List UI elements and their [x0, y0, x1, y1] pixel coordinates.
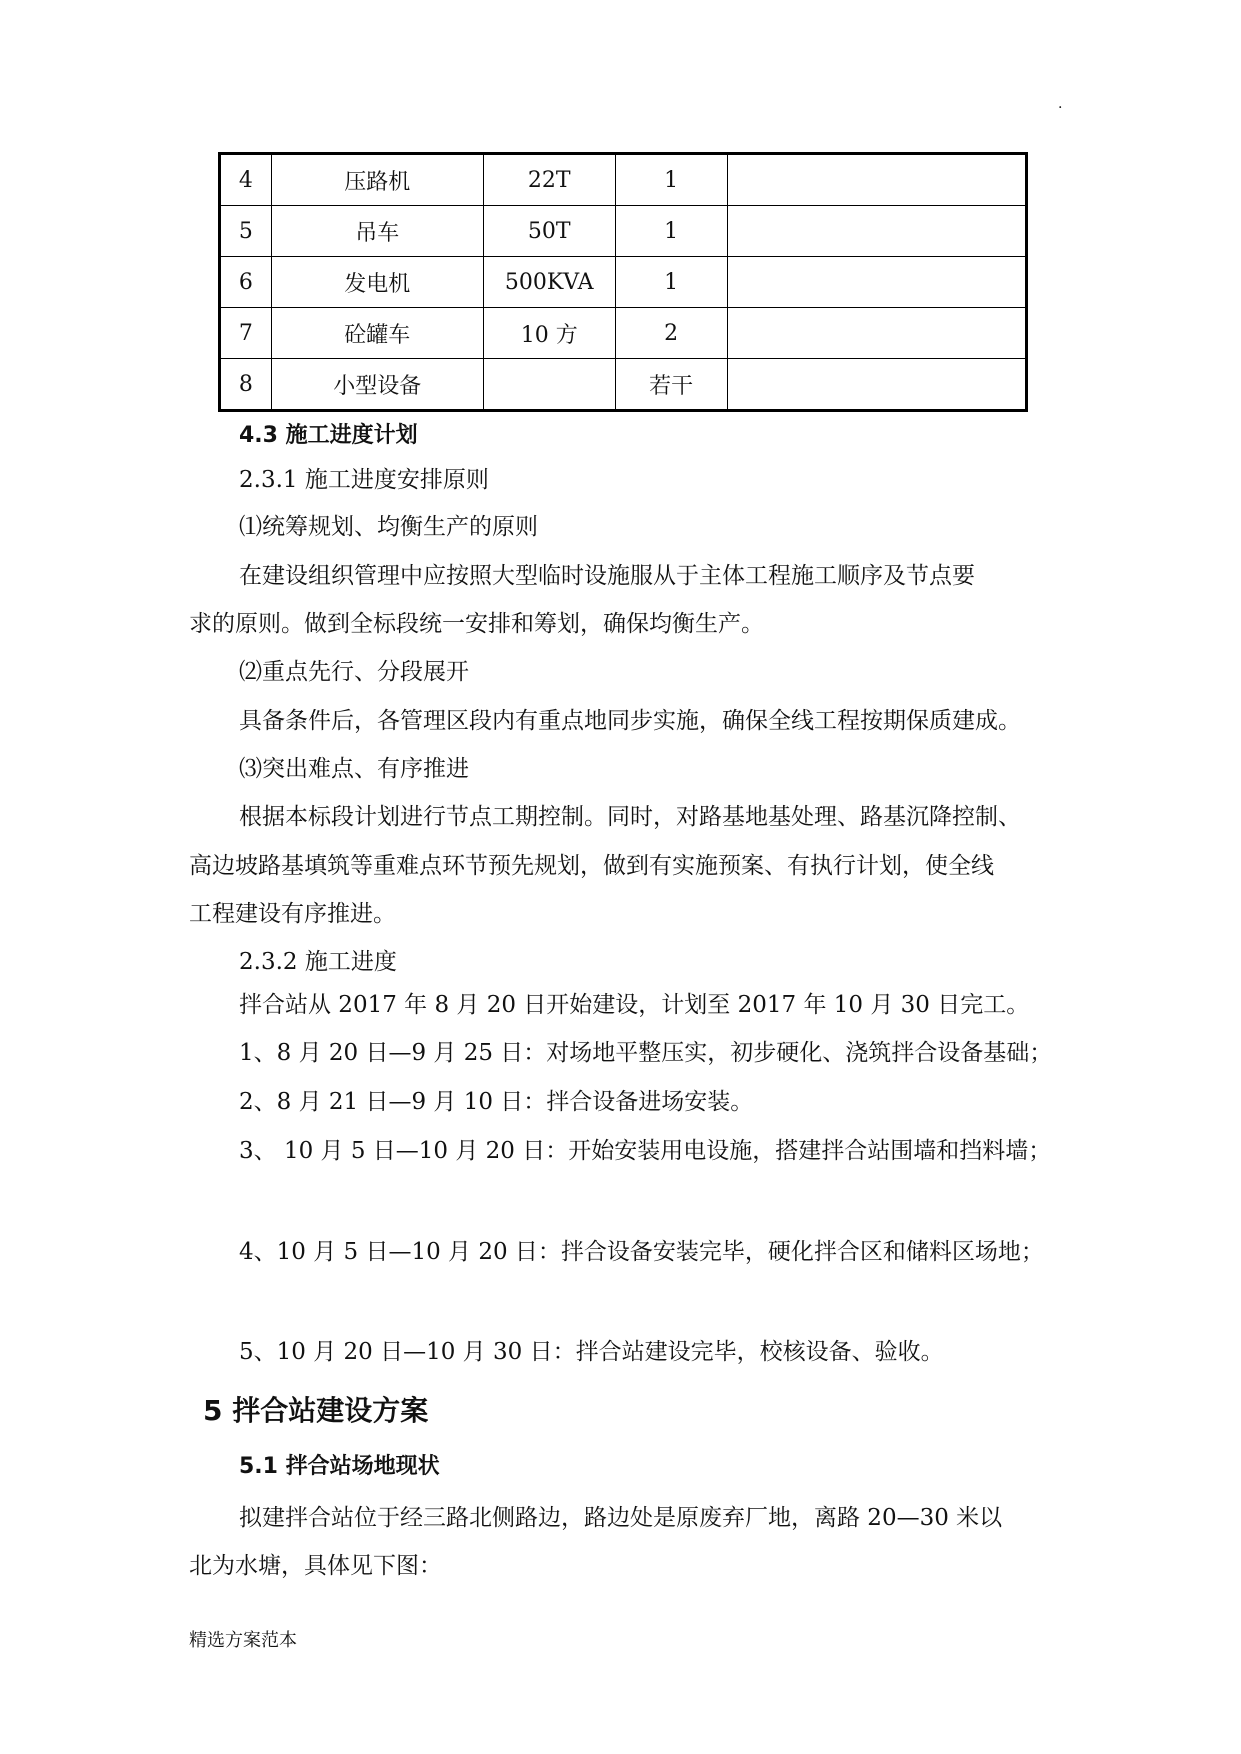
- spec-cell: 10 方: [483, 308, 615, 359]
- section-4-3-heading: 4.3 施工进度计划: [239, 423, 418, 448]
- row-number-cell: 5: [220, 206, 272, 257]
- remark-cell: [727, 154, 1026, 206]
- section-5-heading: 5 拌合站建设方案: [203, 1394, 429, 1427]
- principle-3-text-line2: 高边坡路基填筑等重难点环节预先规划，做到有实施预案、有执行计划，使全线: [189, 853, 994, 879]
- spec-cell: 500KVA: [483, 257, 615, 308]
- page-marker: .: [1058, 96, 1063, 112]
- quantity-cell: 若干: [615, 359, 727, 411]
- row-number-cell: 8: [220, 359, 272, 411]
- principle-1-heading: ⑴统筹规划、均衡生产的原则: [239, 514, 538, 540]
- subsection-2-3-1-heading: 2.3.1 施工进度安排原则: [239, 467, 489, 493]
- equipment-name-cell: 压路机: [271, 154, 483, 206]
- row-number-cell: 4: [220, 154, 272, 206]
- quantity-cell: 1: [615, 206, 727, 257]
- schedule-step-5: 5、10 月 20 日—10 月 30 日：拌合站建设完毕，校核设备、验收。: [239, 1339, 944, 1365]
- principle-3-text-line1: 根据本标段计划进行节点工期控制。同时，对路基地基处理、路基沉降控制、: [239, 804, 1021, 830]
- table-row: [220, 308, 1027, 359]
- principle-3-heading: ⑶突出难点、有序推进: [239, 756, 469, 782]
- page-footer: 精选方案范本: [189, 1630, 297, 1651]
- equipment-table-body: [220, 154, 1027, 411]
- equipment-name-cell: 吊车: [271, 206, 483, 257]
- table-row: [220, 359, 1027, 411]
- principle-2-text: 具备条件后，各管理区段内有重点地同步实施，确保全线工程按期保质建成。: [239, 708, 1021, 734]
- schedule-step-4: 4、10 月 5 日—10 月 20 日：拌合设备安装完毕，硬化拌合区和储料区场地；: [239, 1239, 1044, 1265]
- section-5-1-heading: 5.1 拌合站场地现状: [239, 1454, 440, 1479]
- spec-cell: 22T: [483, 154, 615, 206]
- schedule-intro: 拌合站从 2017 年 8 月 20 日开始建设，计划至 2017 年 10 月 30 日完工。: [239, 992, 1030, 1018]
- equipment-name-cell: 发电机: [271, 257, 483, 308]
- site-status-text-line2: 北为水塘，具体见下图：: [189, 1553, 442, 1579]
- remark-cell: [727, 206, 1026, 257]
- equipment-name-cell: 砼罐车: [271, 308, 483, 359]
- principle-3-text-line3: 工程建设有序推进。: [189, 901, 396, 927]
- quantity-cell: 1: [615, 154, 727, 206]
- schedule-step-1: 1、8 月 20 日—9 月 25 日：对场地平整压实，初步硬化、浇筑拌合设备基础；: [239, 1040, 1053, 1066]
- equipment-table: [218, 152, 1028, 412]
- equipment-name-cell: 小型设备: [271, 359, 483, 411]
- principle-1-text-line2: 求的原则。做到全标段统一安排和筹划，确保均衡生产。: [189, 611, 764, 637]
- site-status-text-line1: 拟建拌合站位于经三路北侧路边，路边处是原废弃厂地，离路 20—30 米以: [239, 1505, 1003, 1531]
- row-number-cell: 7: [220, 308, 272, 359]
- schedule-step-2: 2、8 月 21 日—9 月 10 日：拌合设备进场安装。: [239, 1089, 754, 1115]
- subsection-2-3-2-heading: 2.3.2 施工进度: [239, 949, 397, 975]
- quantity-cell: 1: [615, 257, 727, 308]
- table-row: [220, 257, 1027, 308]
- row-number-cell: 6: [220, 257, 272, 308]
- principle-1-text-line1: 在建设组织管理中应按照大型临时设施服从于主体工程施工顺序及节点要: [239, 563, 975, 589]
- remark-cell: [727, 359, 1026, 411]
- spec-cell: [483, 359, 615, 411]
- principle-2-heading: ⑵重点先行、分段展开: [239, 659, 469, 685]
- spec-cell: 50T: [483, 206, 615, 257]
- schedule-step-3: 3、 10 月 5 日—10 月 20 日：开始安装用电设施，搭建拌合站围墙和挡料墙；: [239, 1138, 1052, 1164]
- table-row: [220, 206, 1027, 257]
- quantity-cell: 2: [615, 308, 727, 359]
- remark-cell: [727, 308, 1026, 359]
- remark-cell: [727, 257, 1026, 308]
- table-row: [220, 154, 1027, 206]
